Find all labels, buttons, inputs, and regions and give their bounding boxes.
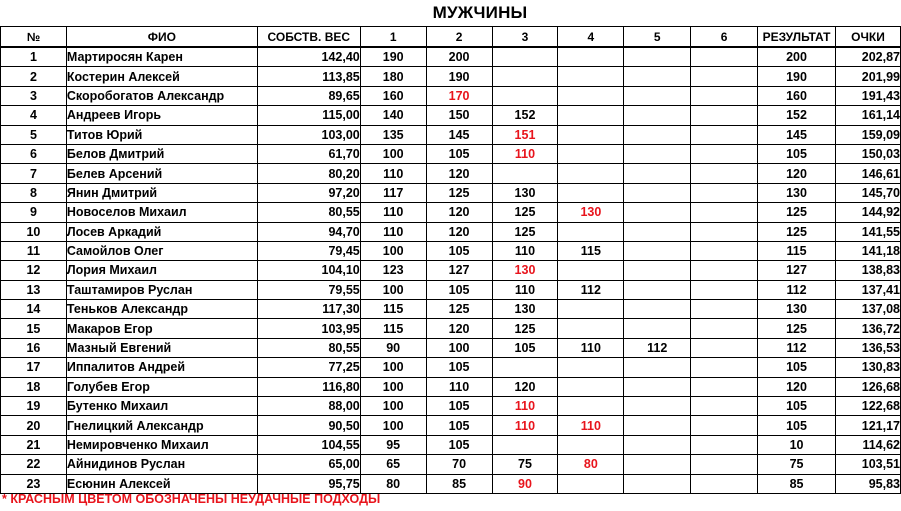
result-value: 127 bbox=[758, 261, 836, 280]
attempt-5 bbox=[624, 397, 691, 416]
attempt-3: 125 bbox=[492, 203, 558, 222]
points-value: 121,17 bbox=[836, 416, 901, 435]
attempt-4 bbox=[558, 144, 624, 163]
attempt-1: 100 bbox=[360, 241, 426, 260]
attempt-4: 130 bbox=[558, 203, 624, 222]
header-result: РЕЗУЛЬТАТ bbox=[758, 27, 836, 48]
attempt-5 bbox=[624, 86, 691, 105]
body-weight: 79,55 bbox=[257, 280, 360, 299]
attempt-1: 140 bbox=[360, 106, 426, 125]
attempt-6 bbox=[691, 280, 758, 299]
attempt-4 bbox=[558, 183, 624, 202]
points-value: 141,18 bbox=[836, 241, 901, 260]
result-value: 145 bbox=[758, 125, 836, 144]
athlete-name: Андреев Игорь bbox=[66, 106, 257, 125]
result-value: 190 bbox=[758, 67, 836, 86]
header-num: № bbox=[1, 27, 67, 48]
table-row bbox=[1, 397, 901, 416]
table-row bbox=[1, 377, 901, 396]
athlete-name: Гнелицкий Александр bbox=[66, 416, 257, 435]
attempt-1: 135 bbox=[360, 125, 426, 144]
attempt-6 bbox=[691, 319, 758, 338]
table-row bbox=[1, 338, 901, 357]
attempt-4: 115 bbox=[558, 241, 624, 260]
attempt-2: 100 bbox=[426, 338, 492, 357]
header-attempt-6: 6 bbox=[691, 27, 758, 48]
row-number: 12 bbox=[1, 261, 67, 280]
attempt-6 bbox=[691, 106, 758, 125]
athlete-name: Мартиросян Карен bbox=[66, 47, 257, 67]
header-weight: СОБСТВ. ВЕС bbox=[257, 27, 360, 48]
attempt-3: 110 bbox=[492, 144, 558, 163]
attempt-2: 170 bbox=[426, 86, 492, 105]
attempt-4 bbox=[558, 435, 624, 454]
row-number: 19 bbox=[1, 397, 67, 416]
row-number: 14 bbox=[1, 300, 67, 319]
attempt-2: 85 bbox=[426, 474, 492, 493]
table-row bbox=[1, 455, 901, 474]
attempt-2: 150 bbox=[426, 106, 492, 125]
table-row bbox=[1, 300, 901, 319]
attempt-5 bbox=[624, 280, 691, 299]
row-number: 8 bbox=[1, 183, 67, 202]
attempt-1: 100 bbox=[360, 377, 426, 396]
attempt-2: 145 bbox=[426, 125, 492, 144]
attempt-3: 125 bbox=[492, 222, 558, 241]
attempt-6 bbox=[691, 125, 758, 144]
attempt-3 bbox=[492, 358, 558, 377]
body-weight: 104,10 bbox=[257, 261, 360, 280]
attempt-1: 160 bbox=[360, 86, 426, 105]
attempt-5 bbox=[624, 67, 691, 86]
attempt-4 bbox=[558, 67, 624, 86]
attempt-3 bbox=[492, 164, 558, 183]
attempt-2: 105 bbox=[426, 358, 492, 377]
attempt-2: 125 bbox=[426, 300, 492, 319]
table-row bbox=[1, 86, 901, 105]
attempt-6 bbox=[691, 261, 758, 280]
body-weight: 88,00 bbox=[257, 397, 360, 416]
attempt-3: 130 bbox=[492, 300, 558, 319]
athlete-name: Новоселов Михаил bbox=[66, 203, 257, 222]
header-attempt-1: 1 bbox=[360, 27, 426, 48]
table-row bbox=[1, 144, 901, 163]
attempt-5 bbox=[624, 203, 691, 222]
attempt-4: 110 bbox=[558, 338, 624, 357]
attempt-6 bbox=[691, 435, 758, 454]
body-weight: 61,70 bbox=[257, 144, 360, 163]
result-value: 130 bbox=[758, 183, 836, 202]
athlete-name: Бутенко Михаил bbox=[66, 397, 257, 416]
attempt-3: 151 bbox=[492, 125, 558, 144]
points-value: 137,08 bbox=[836, 300, 901, 319]
points-value: 159,09 bbox=[836, 125, 901, 144]
result-value: 10 bbox=[758, 435, 836, 454]
attempt-5 bbox=[624, 377, 691, 396]
attempt-4 bbox=[558, 86, 624, 105]
row-number: 1 bbox=[1, 47, 67, 67]
points-value: 137,41 bbox=[836, 280, 901, 299]
body-weight: 95,75 bbox=[257, 474, 360, 493]
attempt-1: 100 bbox=[360, 358, 426, 377]
result-value: 105 bbox=[758, 416, 836, 435]
attempt-3: 120 bbox=[492, 377, 558, 396]
body-weight: 77,25 bbox=[257, 358, 360, 377]
attempt-4 bbox=[558, 474, 624, 493]
attempt-3 bbox=[492, 67, 558, 86]
athlete-name: Мазный Евгений bbox=[66, 338, 257, 357]
body-weight: 142,40 bbox=[257, 47, 360, 67]
attempt-5 bbox=[624, 261, 691, 280]
row-number: 7 bbox=[1, 164, 67, 183]
attempt-2: 105 bbox=[426, 397, 492, 416]
attempt-4 bbox=[558, 106, 624, 125]
attempt-6 bbox=[691, 164, 758, 183]
result-value: 152 bbox=[758, 106, 836, 125]
attempt-4 bbox=[558, 397, 624, 416]
attempt-6 bbox=[691, 203, 758, 222]
attempt-2: 190 bbox=[426, 67, 492, 86]
attempt-2: 127 bbox=[426, 261, 492, 280]
attempt-1: 180 bbox=[360, 67, 426, 86]
body-weight: 80,55 bbox=[257, 338, 360, 357]
attempt-6 bbox=[691, 47, 758, 67]
body-weight: 80,55 bbox=[257, 203, 360, 222]
attempt-1: 110 bbox=[360, 222, 426, 241]
attempt-3: 130 bbox=[492, 261, 558, 280]
body-weight: 113,85 bbox=[257, 67, 360, 86]
body-weight: 117,30 bbox=[257, 300, 360, 319]
attempt-4 bbox=[558, 377, 624, 396]
athlete-name: Белев Арсений bbox=[66, 164, 257, 183]
points-value: 146,61 bbox=[836, 164, 901, 183]
attempt-5 bbox=[624, 416, 691, 435]
table-row bbox=[1, 164, 901, 183]
points-value: 141,55 bbox=[836, 222, 901, 241]
attempt-5 bbox=[624, 455, 691, 474]
attempt-3: 90 bbox=[492, 474, 558, 493]
athlete-name: Есюнин Алексей bbox=[66, 474, 257, 493]
body-weight: 103,95 bbox=[257, 319, 360, 338]
athlete-name: Айнидинов Руслан bbox=[66, 455, 257, 474]
attempt-5 bbox=[624, 241, 691, 260]
attempt-2: 120 bbox=[426, 222, 492, 241]
attempt-3: 130 bbox=[492, 183, 558, 202]
header-attempt-4: 4 bbox=[558, 27, 624, 48]
points-value: 122,68 bbox=[836, 397, 901, 416]
athlete-name: Титов Юрий bbox=[66, 125, 257, 144]
failed-attempts-footnote: * КРАСНЫМ ЦВЕТОМ ОБОЗНАЧЕНЫ НЕУДАЧНЫЕ ПОДХОДЫ bbox=[2, 492, 381, 506]
attempt-1: 100 bbox=[360, 397, 426, 416]
attempt-6 bbox=[691, 338, 758, 357]
attempt-1: 80 bbox=[360, 474, 426, 493]
attempt-5 bbox=[624, 435, 691, 454]
athlete-name: Теньков Александр bbox=[66, 300, 257, 319]
athlete-name: Иппалитов Андрей bbox=[66, 358, 257, 377]
attempt-1: 100 bbox=[360, 280, 426, 299]
points-value: 191,43 bbox=[836, 86, 901, 105]
table-row bbox=[1, 319, 901, 338]
points-value: 114,62 bbox=[836, 435, 901, 454]
result-value: 200 bbox=[758, 47, 836, 67]
header-name: ФИО bbox=[66, 27, 257, 48]
attempt-1: 90 bbox=[360, 338, 426, 357]
row-number: 4 bbox=[1, 106, 67, 125]
attempt-5 bbox=[624, 222, 691, 241]
row-number: 21 bbox=[1, 435, 67, 454]
points-value: 95,83 bbox=[836, 474, 901, 493]
points-value: 138,83 bbox=[836, 261, 901, 280]
attempt-6 bbox=[691, 474, 758, 493]
attempt-3 bbox=[492, 47, 558, 67]
points-value: 202,87 bbox=[836, 47, 901, 67]
attempt-4: 80 bbox=[558, 455, 624, 474]
attempt-3: 75 bbox=[492, 455, 558, 474]
attempt-2: 200 bbox=[426, 47, 492, 67]
row-number: 15 bbox=[1, 319, 67, 338]
attempt-3: 125 bbox=[492, 319, 558, 338]
result-value: 160 bbox=[758, 86, 836, 105]
attempt-4 bbox=[558, 358, 624, 377]
body-weight: 90,50 bbox=[257, 416, 360, 435]
attempt-6 bbox=[691, 300, 758, 319]
athlete-name: Янин Дмитрий bbox=[66, 183, 257, 202]
row-number: 10 bbox=[1, 222, 67, 241]
points-value: 130,83 bbox=[836, 358, 901, 377]
points-value: 103,51 bbox=[836, 455, 901, 474]
body-weight: 103,00 bbox=[257, 125, 360, 144]
row-number: 20 bbox=[1, 416, 67, 435]
row-number: 22 bbox=[1, 455, 67, 474]
result-value: 120 bbox=[758, 164, 836, 183]
body-weight: 65,00 bbox=[257, 455, 360, 474]
row-number: 18 bbox=[1, 377, 67, 396]
attempt-5 bbox=[624, 47, 691, 67]
row-number: 9 bbox=[1, 203, 67, 222]
body-weight: 94,70 bbox=[257, 222, 360, 241]
attempt-1: 117 bbox=[360, 183, 426, 202]
attempt-3 bbox=[492, 86, 558, 105]
attempt-5 bbox=[624, 474, 691, 493]
athlete-name: Скоробогатов Александр bbox=[66, 86, 257, 105]
result-value: 125 bbox=[758, 319, 836, 338]
table-row bbox=[1, 125, 901, 144]
attempt-1: 110 bbox=[360, 164, 426, 183]
row-number: 17 bbox=[1, 358, 67, 377]
row-number: 3 bbox=[1, 86, 67, 105]
attempt-3: 110 bbox=[492, 280, 558, 299]
table-row bbox=[1, 183, 901, 202]
attempt-2: 105 bbox=[426, 280, 492, 299]
athlete-name: Лория Михаил bbox=[66, 261, 257, 280]
athlete-name: Немировченко Михаил bbox=[66, 435, 257, 454]
attempt-6 bbox=[691, 455, 758, 474]
table-row bbox=[1, 222, 901, 241]
attempt-2: 105 bbox=[426, 241, 492, 260]
table-row bbox=[1, 435, 901, 454]
table-row bbox=[1, 106, 901, 125]
result-value: 125 bbox=[758, 203, 836, 222]
result-value: 105 bbox=[758, 358, 836, 377]
attempt-1: 100 bbox=[360, 416, 426, 435]
attempt-1: 95 bbox=[360, 435, 426, 454]
points-value: 136,53 bbox=[836, 338, 901, 357]
points-value: 161,14 bbox=[836, 106, 901, 125]
header-row bbox=[1, 27, 901, 48]
result-value: 75 bbox=[758, 455, 836, 474]
attempt-2: 110 bbox=[426, 377, 492, 396]
attempt-4 bbox=[558, 125, 624, 144]
attempt-2: 70 bbox=[426, 455, 492, 474]
attempt-3: 110 bbox=[492, 241, 558, 260]
attempt-3: 105 bbox=[492, 338, 558, 357]
body-weight: 104,55 bbox=[257, 435, 360, 454]
sheet-title: МУЖЧИНЫ bbox=[432, 3, 528, 22]
attempt-6 bbox=[691, 222, 758, 241]
result-value: 115 bbox=[758, 241, 836, 260]
points-value: 126,68 bbox=[836, 377, 901, 396]
attempt-3: 110 bbox=[492, 397, 558, 416]
attempt-6 bbox=[691, 86, 758, 105]
attempt-5 bbox=[624, 144, 691, 163]
attempt-5 bbox=[624, 183, 691, 202]
attempt-2: 105 bbox=[426, 144, 492, 163]
body-weight: 79,45 bbox=[257, 241, 360, 260]
points-value: 150,03 bbox=[836, 144, 901, 163]
header-attempt-2: 2 bbox=[426, 27, 492, 48]
attempt-6 bbox=[691, 144, 758, 163]
attempt-4 bbox=[558, 300, 624, 319]
header-attempt-5: 5 bbox=[624, 27, 691, 48]
result-value: 112 bbox=[758, 280, 836, 299]
attempt-5 bbox=[624, 358, 691, 377]
athlete-name: Белов Дмитрий bbox=[66, 144, 257, 163]
attempt-6 bbox=[691, 416, 758, 435]
points-value: 201,99 bbox=[836, 67, 901, 86]
attempt-4 bbox=[558, 164, 624, 183]
attempt-3: 110 bbox=[492, 416, 558, 435]
body-weight: 115,00 bbox=[257, 106, 360, 125]
athlete-name: Самойлов Олег bbox=[66, 241, 257, 260]
attempt-4: 112 bbox=[558, 280, 624, 299]
attempt-4 bbox=[558, 261, 624, 280]
attempt-5 bbox=[624, 125, 691, 144]
attempt-4: 110 bbox=[558, 416, 624, 435]
result-value: 120 bbox=[758, 377, 836, 396]
attempt-2: 125 bbox=[426, 183, 492, 202]
athlete-name: Макаров Егор bbox=[66, 319, 257, 338]
table-row bbox=[1, 416, 901, 435]
table-row bbox=[1, 203, 901, 222]
result-value: 125 bbox=[758, 222, 836, 241]
result-value: 105 bbox=[758, 144, 836, 163]
attempt-1: 110 bbox=[360, 203, 426, 222]
row-number: 5 bbox=[1, 125, 67, 144]
attempt-2: 105 bbox=[426, 416, 492, 435]
attempt-6 bbox=[691, 183, 758, 202]
result-value: 112 bbox=[758, 338, 836, 357]
attempt-3: 152 bbox=[492, 106, 558, 125]
attempt-2: 120 bbox=[426, 164, 492, 183]
results-table bbox=[0, 26, 901, 494]
points-value: 145,70 bbox=[836, 183, 901, 202]
row-number: 16 bbox=[1, 338, 67, 357]
attempt-6 bbox=[691, 397, 758, 416]
attempt-5 bbox=[624, 300, 691, 319]
attempt-3 bbox=[492, 435, 558, 454]
attempt-2: 120 bbox=[426, 319, 492, 338]
row-number: 13 bbox=[1, 280, 67, 299]
result-value: 130 bbox=[758, 300, 836, 319]
body-weight: 89,65 bbox=[257, 86, 360, 105]
table-row bbox=[1, 241, 901, 260]
table-row bbox=[1, 280, 901, 299]
attempt-1: 190 bbox=[360, 47, 426, 67]
header-points: ОЧКИ bbox=[836, 27, 901, 48]
athlete-name: Лосев Аркадий bbox=[66, 222, 257, 241]
body-weight: 116,80 bbox=[257, 377, 360, 396]
table-row bbox=[1, 358, 901, 377]
row-number: 2 bbox=[1, 67, 67, 86]
attempt-1: 123 bbox=[360, 261, 426, 280]
attempt-5 bbox=[624, 164, 691, 183]
table-row bbox=[1, 67, 901, 86]
result-value: 105 bbox=[758, 397, 836, 416]
points-value: 144,92 bbox=[836, 203, 901, 222]
row-number: 6 bbox=[1, 144, 67, 163]
attempt-6 bbox=[691, 377, 758, 396]
attempt-5 bbox=[624, 106, 691, 125]
athlete-name: Таштамиров Руслан bbox=[66, 280, 257, 299]
table-row bbox=[1, 261, 901, 280]
attempt-4 bbox=[558, 222, 624, 241]
attempt-6 bbox=[691, 67, 758, 86]
attempt-1: 65 bbox=[360, 455, 426, 474]
attempt-1: 115 bbox=[360, 319, 426, 338]
attempt-1: 115 bbox=[360, 300, 426, 319]
attempt-4 bbox=[558, 47, 624, 67]
attempt-1: 100 bbox=[360, 144, 426, 163]
attempt-6 bbox=[691, 241, 758, 260]
row-number: 23 bbox=[1, 474, 67, 493]
attempt-4 bbox=[558, 319, 624, 338]
attempt-2: 120 bbox=[426, 203, 492, 222]
table-row bbox=[1, 47, 901, 67]
attempt-5: 112 bbox=[624, 338, 691, 357]
points-value: 136,72 bbox=[836, 319, 901, 338]
attempt-2: 105 bbox=[426, 435, 492, 454]
attempt-5 bbox=[624, 319, 691, 338]
body-weight: 97,20 bbox=[257, 183, 360, 202]
body-weight: 80,20 bbox=[257, 164, 360, 183]
header-attempt-3: 3 bbox=[492, 27, 558, 48]
result-value: 85 bbox=[758, 474, 836, 493]
row-number: 11 bbox=[1, 241, 67, 260]
athlete-name: Костерин Алексей bbox=[66, 67, 257, 86]
athlete-name: Голубев Егор bbox=[66, 377, 257, 396]
attempt-6 bbox=[691, 358, 758, 377]
